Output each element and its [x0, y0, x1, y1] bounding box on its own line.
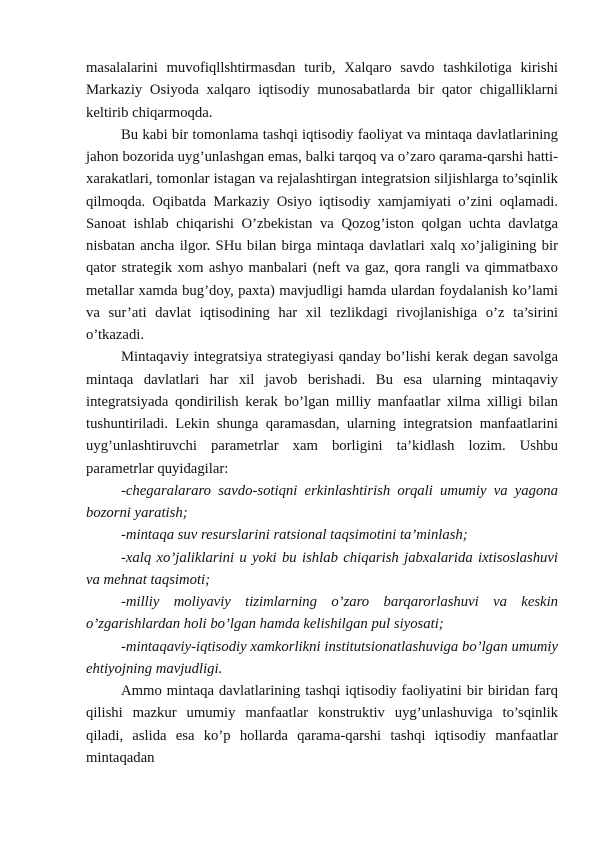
paragraph-closing: Ammo mintaqa davlatlarining tashqi iqtisodiy faoliyatini bir biridan farq qilishi mazkur umumiy manfaatlar konstruktiv uyg’unlashuviga to’sqinlik qiladi, aslida esa ko’p hollarda qarama-qarshi tashqi iqtisodiy manfaatlar mintaqadan — [86, 683, 558, 766]
paragraph-foreign-economic-activity: Bu kabi bir tomonlama tashqi iqtisodiy faoliyat va mintaqa davlatlarining jahon bozorida uyg’unlashgan emas, balki tarqoq va o’zaro qarama-qarshi hatti-xarakatlari, tomonlar istagan va rejalashtirgan integratsion siljishlarga to’sqinlik qilmoqda. Oqibatda Markaziy Osiyo iqtisodiy xamjamiyati o’zini oqlamadi. Sanoat ishlab chiqarishi O’zbekistan va Qozog’iston qolgan uchta davlatga nisbatan ancha ilgor. SHu bilan birga mintaqa davlatlari xalq xo’jaligining bir qator strategik xom ashyo manbalari (neft va gaz, qora rangli va qimmatbaxo metallar xamda bug’doy, paxta) mavjudligi hamda ulardan foydalanish ko’lami va sur’ati davlat iqtisodining har xil tezlikdagi rivojlanishiga o’z ta’sirini o’tkazadi. — [86, 126, 558, 343]
list-item: -milliy moliyaviy tizimlarning o’zaro barqarorlashuvi va keskin o’zgarishlardan holi bo’lgan hamda kelishilgan pul siyosati; — [86, 594, 558, 633]
list-item: -mintaqaviy-iqtisodiy xamkorlikni institutsionatlashuviga bo’lgan umumiy ehtiyojning mavjudligi. — [86, 638, 558, 677]
list-item: -chegaralararo savdo-sotiqni erkinlashtirish orqali umumiy va yagona bozorni yaratish; — [86, 482, 558, 521]
list-item: -xalq xo’jaliklarini u yoki bu ishlab chiqarish jabxalarida ixtisoslashuvi va mehnat taqsimoti; — [86, 549, 558, 588]
list-item: -mintaqa suv resurslarini ratsional taqsimotini ta’minlash; — [121, 527, 468, 544]
paragraph-continuation: masalalarini muvofiqllshtirmasdan turib, Xalqaro savdo tashkilotiga kirishi Markaziy Osiyoda xalqaro iqtisodiy munosabatlarda bir qator chigalliklarni keltirib chiqarmoqda. — [86, 60, 558, 121]
paragraph-integration-strategy: Mintaqaviy integratsiya strategiyasi qanday bo’lishi kerak degan savolga mintaqa davlatlari har xil javob berishadi. Bu esa ularning mintaqaviy integratsiyada qondirilish kerak bo’lgan milliy manfaatlar xilma xilligi bilan tushuntiriladi. Lekin shunga qaramasdan, ularning integratsion manfaatlarini uyg’unlashtiruvchi parametrlar xam borligini ta’kidlash lozim. Ushbu parametrlar quyidagilar: — [86, 349, 558, 477]
body-text — [86, 57, 558, 769]
